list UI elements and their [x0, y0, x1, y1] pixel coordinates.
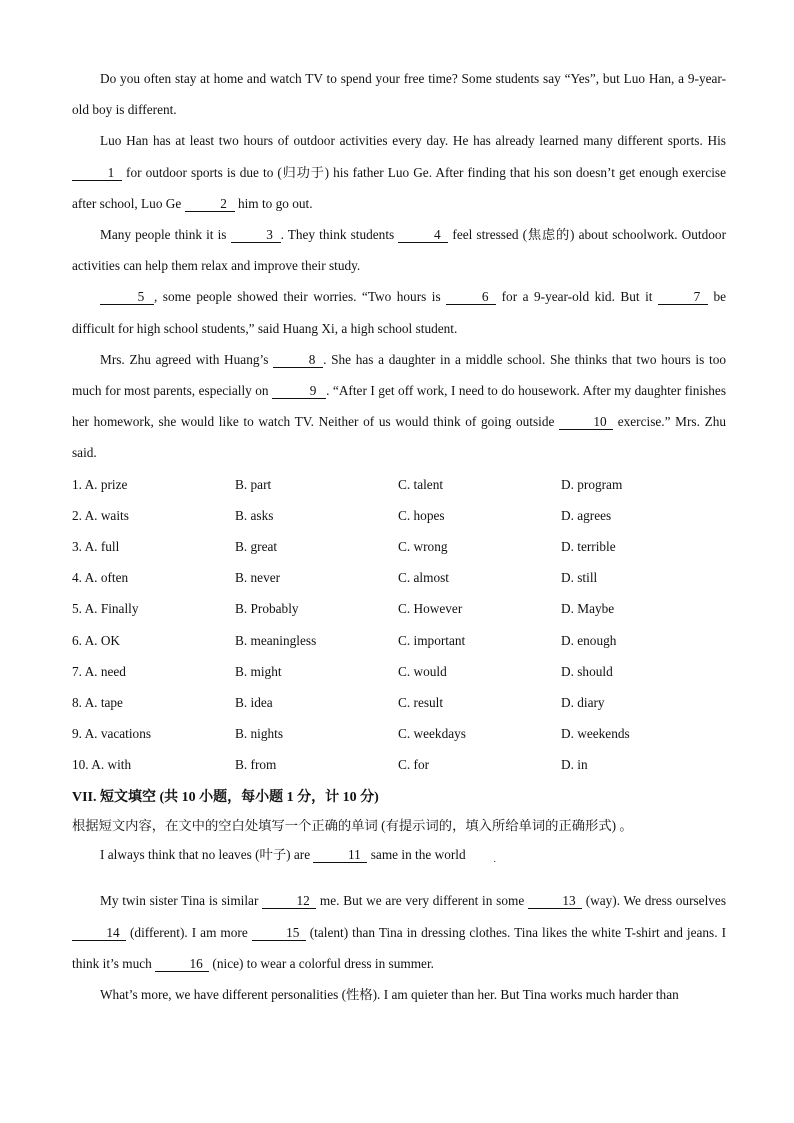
- option-b[interactable]: B. great: [235, 539, 278, 555]
- option-row: [72, 749, 726, 780]
- option-c[interactable]: C. almost: [398, 570, 449, 586]
- option-d[interactable]: D. weekends: [561, 726, 630, 742]
- option-a[interactable]: 3. A. full: [72, 539, 120, 555]
- option-a[interactable]: 8. A. tape: [72, 694, 123, 710]
- option-row: [72, 625, 726, 656]
- option-d[interactable]: D. should: [561, 663, 613, 679]
- passage-paragraph-2: Luo Han has at least two hours of outdoor activities every day. He has already learned many different sports. His 1 for outdoor sports is due to (归功于) his father Luo Ge. After finding that his son doesn’t get enough exercise after school, Luo Ge 2 him to go out.: [72, 133, 726, 211]
- blank-11[interactable]: 11: [313, 847, 367, 863]
- blank-4[interactable]: 4: [398, 227, 448, 243]
- blank-13[interactable]: 13: [528, 893, 582, 909]
- option-row: [72, 531, 726, 562]
- passage-paragraph-1: Do you often stay at home and watch TV to spend your free time? Some students say “Yes”, but Luo Han, a 9-year-old boy is different.: [72, 71, 726, 118]
- option-b[interactable]: B. nights: [235, 726, 284, 742]
- option-b[interactable]: B. asks: [235, 507, 274, 523]
- option-a[interactable]: 7. A. need: [72, 663, 126, 679]
- blank-16[interactable]: 16: [155, 956, 209, 972]
- option-a[interactable]: 4. A. often: [72, 570, 129, 586]
- option-row: [72, 718, 726, 749]
- blank-8[interactable]: 8: [273, 352, 323, 368]
- section-title: VII. 短文填空 (共 10 小题，每小题 1 分，计 10 分): [72, 789, 379, 805]
- blank-3[interactable]: 3: [231, 227, 281, 243]
- option-b[interactable]: B. part: [235, 476, 272, 492]
- option-row: [72, 593, 726, 624]
- section-instruction: 根据短文内容，在文中的空白处填写一个正确的单词 (有提示词的，填入所给单词的正确形式) 。: [72, 817, 633, 833]
- option-row: [72, 469, 726, 500]
- options-list: [72, 469, 726, 781]
- option-d[interactable]: D. Maybe: [561, 601, 615, 617]
- blank-10[interactable]: 10: [559, 414, 613, 430]
- option-c[interactable]: C. weekdays: [398, 726, 466, 742]
- option-d[interactable]: D. diary: [561, 694, 605, 710]
- option-d[interactable]: D. terrible: [561, 539, 616, 555]
- option-row: [72, 656, 726, 687]
- option-a[interactable]: 9. A. vacations: [72, 726, 152, 742]
- option-c[interactable]: C. hopes: [398, 507, 445, 523]
- worksheet-page: [72, 63, 726, 1010]
- option-a[interactable]: 10. A. with: [72, 757, 132, 773]
- blank-5[interactable]: 5: [100, 289, 154, 305]
- blank-12[interactable]: 12: [262, 893, 316, 909]
- passage-paragraph-4: 5 , some people showed their worries. “Two hours is 6 for a 9-year-old kid. But it 7 be difficult for high school students,” said Huang Xi, a high school student.: [72, 289, 727, 336]
- option-c[interactable]: C. important: [398, 632, 466, 648]
- option-b[interactable]: B. from: [235, 757, 277, 773]
- option-d[interactable]: D. program: [561, 476, 623, 492]
- option-a[interactable]: 5. A. Finally: [72, 601, 139, 617]
- section7-paragraph-2: My twin sister Tina is similar 12 me. But we are very different in some 13 (way). We dress ourselves 14 (different). I am more 15 (talent) than Tina in dressing clothes. Tina likes the white T-shirt and jeans. I think it’s much 16 (nice) to wear a colorful dress in summer.: [72, 893, 726, 971]
- option-row: [72, 687, 726, 718]
- blank-9[interactable]: 9: [272, 383, 326, 399]
- blank-15[interactable]: 15: [252, 925, 306, 941]
- option-b[interactable]: B. might: [235, 663, 282, 679]
- passage-paragraph-5: Mrs. Zhu agreed with Huang’s 8 . She has a daughter in a middle school. She thinks that two hours is too much for most parents, especially on 9 . “After I get off work, I need to do housework. After my daughter finishes her homework, she would like to watch TV. Neither of us would think of going outside 10 exercise.” Mrs. Zhu said.: [72, 351, 727, 461]
- option-a[interactable]: 1. A. prize: [72, 476, 128, 492]
- option-a[interactable]: 6. A. OK: [72, 632, 121, 648]
- blank-7[interactable]: 7: [658, 289, 708, 305]
- blank-2[interactable]: 2: [185, 196, 235, 212]
- option-d[interactable]: D. in: [561, 757, 588, 773]
- option-c[interactable]: C. would: [398, 663, 447, 679]
- option-c[interactable]: C. wrong: [398, 539, 448, 555]
- option-c[interactable]: C. talent: [398, 476, 444, 492]
- option-b[interactable]: B. meaningless: [235, 632, 317, 648]
- option-row: [72, 562, 726, 593]
- option-b[interactable]: B. Probably: [235, 601, 299, 617]
- section7-paragraph-1: I always think that no leaves (叶子) are 11 same in the world .: [72, 839, 726, 876]
- option-a[interactable]: 2. A. waits: [72, 507, 129, 523]
- option-b[interactable]: B. never: [235, 570, 281, 586]
- passage-paragraph-3: Many people think it is 3 . They think students 4 feel stressed (焦虑的) about schoolwork. Outdoor activities can help them relax and improve their study.: [72, 227, 726, 274]
- blank-14[interactable]: 14: [72, 925, 126, 941]
- option-d[interactable]: D. agrees: [561, 507, 612, 523]
- option-c[interactable]: C. result: [398, 694, 444, 710]
- option-c[interactable]: C. for: [398, 757, 430, 773]
- blank-1[interactable]: 1: [72, 165, 122, 181]
- section7-paragraph-3: What’s more, we have different personalities (性格). I am quieter than her. But Tina works much harder than: [100, 986, 679, 1002]
- stray-mark: .: [493, 854, 496, 865]
- option-d[interactable]: D. enough: [561, 632, 617, 648]
- blank-6[interactable]: 6: [446, 289, 496, 305]
- option-d[interactable]: D. still: [561, 570, 598, 586]
- option-row: [72, 500, 726, 531]
- option-b[interactable]: B. idea: [235, 694, 273, 710]
- option-c[interactable]: C. However: [398, 601, 463, 617]
